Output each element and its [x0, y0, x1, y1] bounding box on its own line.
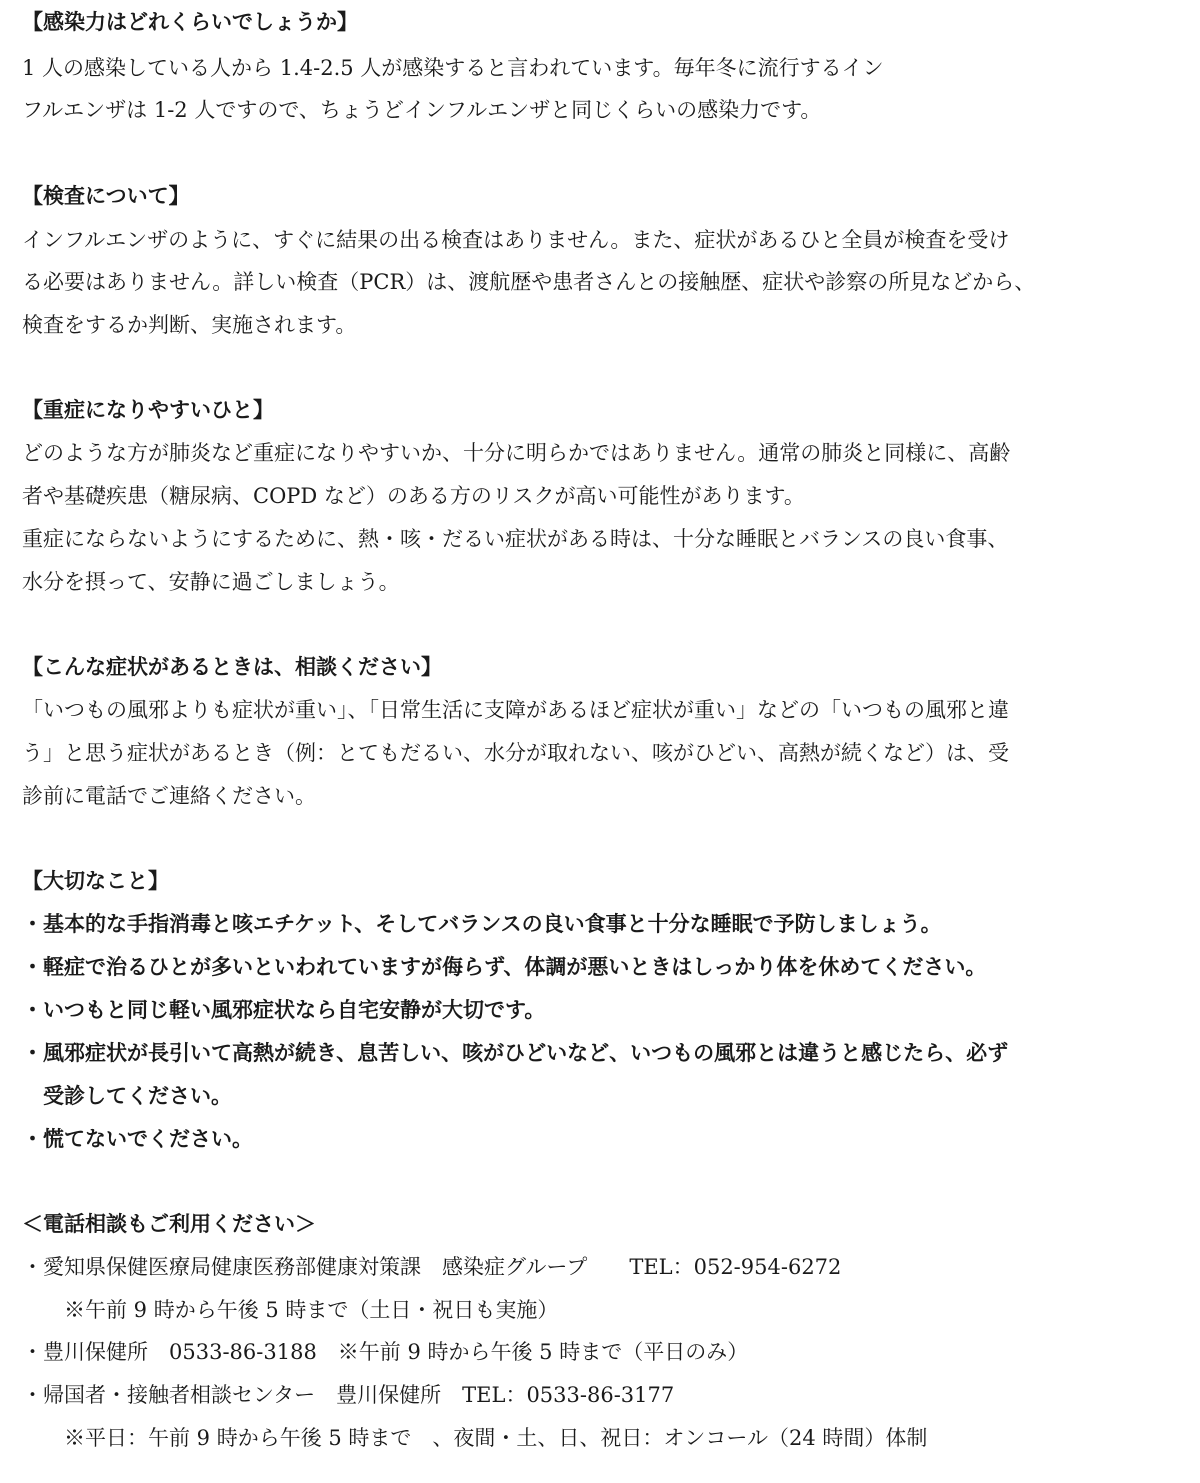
paragraph-line: 診前に電話でご連絡ください。	[22, 784, 316, 808]
list-item: ・風邪症状が長引いて高熱が続き、息苦しい、咳がひどいなど、いつもの風邪とは違うと感じたら、必ず	[22, 1041, 1009, 1065]
contact-line: ・豊川保健所 0533-86-3188 ※午前 9 時から午後 5 時まで（平日のみ）	[22, 1340, 749, 1364]
heading-phone: ＜電話相談もご利用ください＞	[22, 1212, 316, 1236]
paragraph-line: 1 人の感染している人から 1.4-2.5 人が感染すると言われています。毎年冬に流行するイン	[22, 56, 884, 80]
paragraph-line: 重症にならないようにするために、熱・咳・だるい症状がある時は、十分な睡眠とバランスの良い食事、	[22, 527, 1009, 551]
heading-consult: 【こんな症状があるときは、相談ください】	[22, 655, 442, 679]
contact-line: ・帰国者・接触者相談センター 豊川保健所 TEL：0533-86-3177	[22, 1383, 675, 1407]
paragraph-line: 検査をするか判断、実施されます。	[22, 313, 357, 337]
list-item: ・基本的な手指消毒と咳エチケット、そしてバランスの良い食事と十分な睡眠で予防しましょう。	[22, 912, 942, 936]
paragraph-line: る必要はありません。詳しい検査（PCR）は、渡航歴や患者さんとの接触歴、症状や診察の所見などから、	[22, 270, 1036, 294]
paragraph-line: 「いつもの風邪よりも症状が重い」、「日常生活に支障があるほど症状が重い」などの「いつもの風邪と違	[22, 698, 1009, 722]
heading-infectivity: 【感染力はどれくらいでしょうか】	[22, 10, 358, 34]
contact-note: ※平日：午前 9 時から午後 5 時まで 、夜間・土、日、祝日：オンコール（24 時間）体制	[22, 1426, 928, 1450]
list-item: ・いつもと同じ軽い風邪症状なら自宅安静が大切です。	[22, 998, 546, 1022]
heading-important: 【大切なこと】	[22, 869, 169, 893]
paragraph-line: 水分を摂って、安静に過ごしましょう。	[22, 570, 400, 594]
list-item: ・軽症で治るひとが多いといわれていますが侮らず、体調が悪いときはしっかり体を休めてください。	[22, 955, 987, 979]
heading-testing: 【検査について】	[22, 184, 190, 208]
list-item: 受診してください。	[22, 1084, 232, 1108]
paragraph-line: 者や基礎疾患（糖尿病、COPD など）のある方のリスクが高い可能性があります。	[22, 484, 805, 508]
contact-line: ・愛知県保健医療局健康医務部健康対策課 感染症グループ TEL：052-954-6272	[22, 1255, 842, 1279]
heading-severe: 【重症になりやすいひと】	[22, 398, 274, 422]
list-item: ・慌てないでください。	[22, 1127, 253, 1151]
paragraph-line: う」と思う症状があるとき（例：とてもだるい、水分が取れない、咳がひどい、高熱が続くなど）は、受	[22, 741, 1009, 765]
paragraph-line: フルエンザは 1-2 人ですので、ちょうどインフルエンザと同じくらいの感染力です。	[22, 98, 822, 122]
contact-note: ※午前 9 時から午後 5 時まで（土日・祝日も実施）	[22, 1298, 559, 1322]
paragraph-line: インフルエンザのように、すぐに結果の出る検査はありません。また、症状があるひと全員が検査を受け	[22, 228, 1010, 252]
paragraph-line: どのような方が肺炎など重症になりやすいか、十分に明らかではありません。通常の肺炎と同様に、高齢	[22, 441, 1011, 465]
